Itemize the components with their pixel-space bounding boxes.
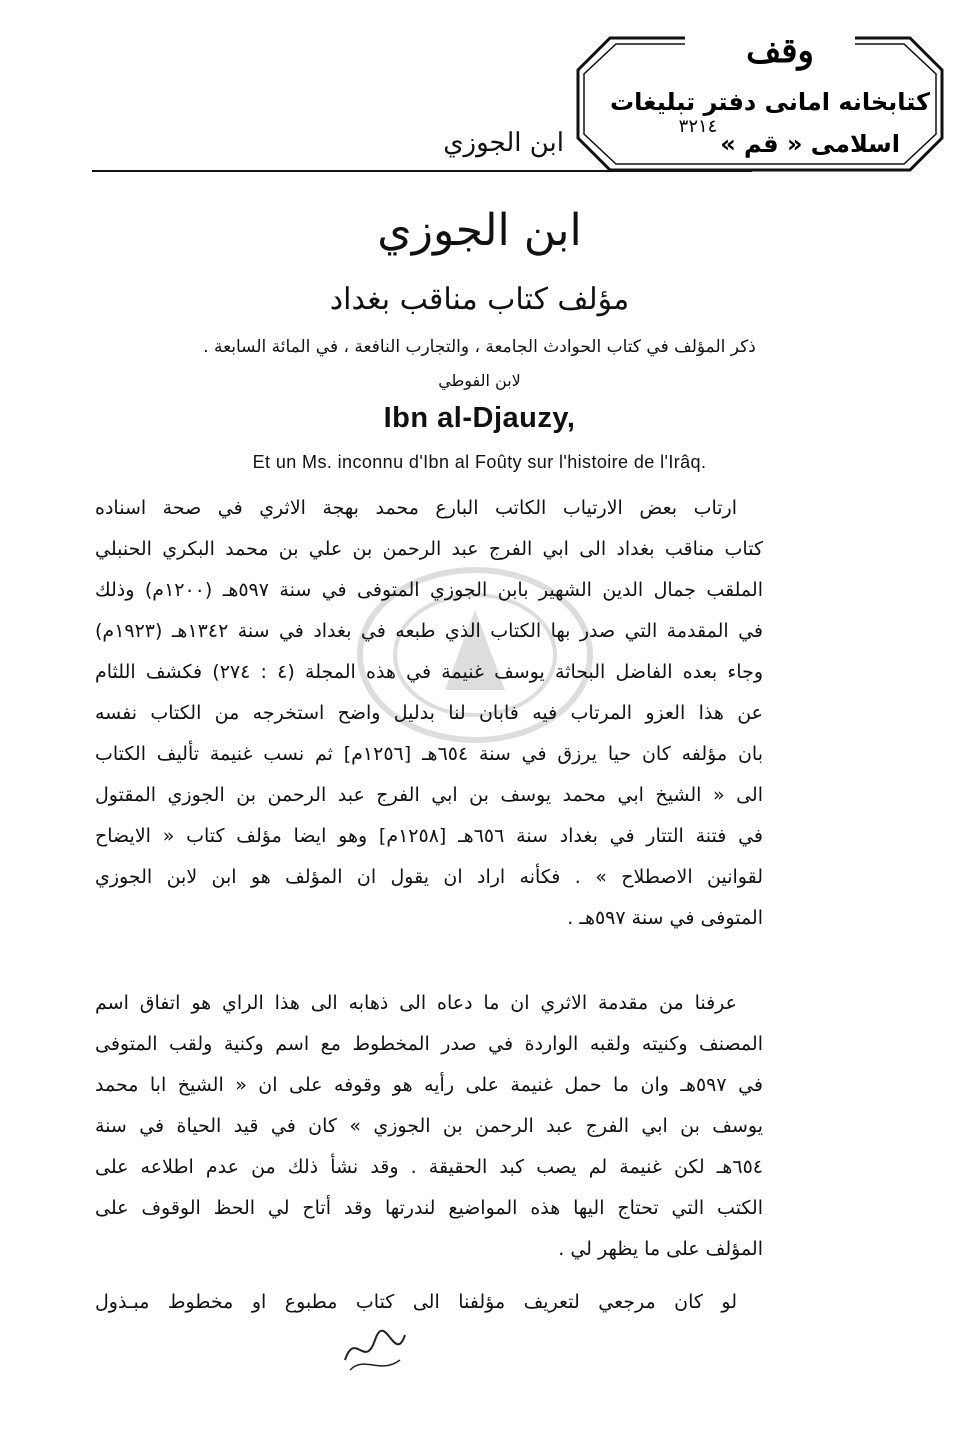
text-line: في ٥٩٧هـ وان ما حمل غنيمة على رأيه هو وقوفه على ان « الشيخ ابا محمد [95,1074,763,1096]
stamp-line-1: كتابخانه امانى دفتر تبليغات [610,88,930,116]
latin-title: Ibn al-Djauzy, [383,402,576,434]
text-line: المصنف وكنيته ولقبه الواردة في صدر المخطوط مع اسم وكنية ولقب المتوفى [95,1033,763,1055]
article-note: ذكر المؤلف في كتاب الحوادث الجامعة ، والتجارب النافعة ، في المائة السابعة . [203,337,756,357]
running-header: ابن الجوزي [443,128,564,158]
text-line: عن هذا العزو المرتاب فيه فابان لنا بدليل واضح استخرجه من الكتاب نفسه [95,702,763,724]
text-line: الى « الشيخ ابي محمد يوسف بن ابي الفرج عبد الرحمن بن الجوزي المقتول [95,784,763,806]
text-line: ارتاب بعض الارتياب الكاتب البارع محمد بهجة الاثري في صحة اسناده [95,497,737,519]
stamp-graphic [570,28,950,178]
stamp-number: ٣٢١٤ [678,116,718,137]
text-line: في فتنة التتار في بغداد سنة ٦٥٦هـ [١٢٥٨م] وهو ايضا مؤلف كتاب « الايضاح [95,825,763,847]
text-line: بان مؤلفه كان حيا يرزق في سنة ٦٥٤هـ [١٢٥٦م] ثم نسب غنيمة تأليف الكتاب [95,743,763,765]
text-line: في المقدمة التي صدر بها الكتاب الذي طبعه في بغداد في سنة ١٣٤٢هـ (١٩٢٣م) [95,620,763,642]
text-line: المتوفى في سنة ٥٩٧هـ . [567,907,763,929]
article-attribution: لابن الفوطي [438,371,521,390]
paragraph-2 [95,983,763,1270]
text-line: ٦٥٤هـ لكن غنيمة لم يصب كبد الحقيقة . وقد نشأ ذلك من عدم اطلاعه على [95,1156,763,1178]
stamp-top-word: وقف [746,31,814,71]
text-line: عرفنا من مقدمة الاثري ان ما دعاه الى ذهابه الى هذا الراي هو اتفاق اسم [95,992,737,1014]
article-title: ابن الجوزي [377,205,582,256]
text-line: يوسف بن ابي الفرج عبد الرحمن بن الجوزي » كان في قيد الحياة في سنة [95,1115,763,1137]
text-line: لقوانين الاصطلاح » . فكأنه اراد ان يقول ان المؤلف هو ابن لابن الجوزي [95,866,763,888]
text-line: وجاء بعده الفاضل البحاثة يوسف غنيمة في هذه المجلة (٤ : ٢٧٤) فكشف اللثام [95,661,763,683]
paragraph-1 [95,488,763,939]
latin-subtitle: Et un Ms. inconnu d'Ibn al Foûty sur l'histoire de l'Irâq. [252,452,707,472]
library-stamp [570,28,950,178]
margin-scribble [335,1320,415,1380]
text-line: الكتب التي تحتاج اليها هذه المواضيع لندرتها وقد أتاح لي الحظ الوقوف على [95,1197,763,1219]
text-line: المؤلف على ما يظهر لي . [558,1238,763,1260]
text-line: كتاب مناقب بغداد الى ابي الفرج عبد الرحمن بن علي بن محمد البكري الحنبلي [95,538,763,560]
article-subtitle: مؤلف كتاب مناقب بغداد [329,282,630,317]
text-line: لو كان مرجعي لتعريف مؤلفنا الى كتاب مطبوع او مخطوط مبـذول [95,1291,737,1313]
stamp-line-2: اسلامى « قم » [720,130,900,158]
paragraph-3 [95,1282,763,1323]
text-line: الملقب جمال الدين الشهير بابن الجوزي المتوفى في سنة ٥٩٧هـ (١٢٠٠م) وذلك [95,579,763,601]
